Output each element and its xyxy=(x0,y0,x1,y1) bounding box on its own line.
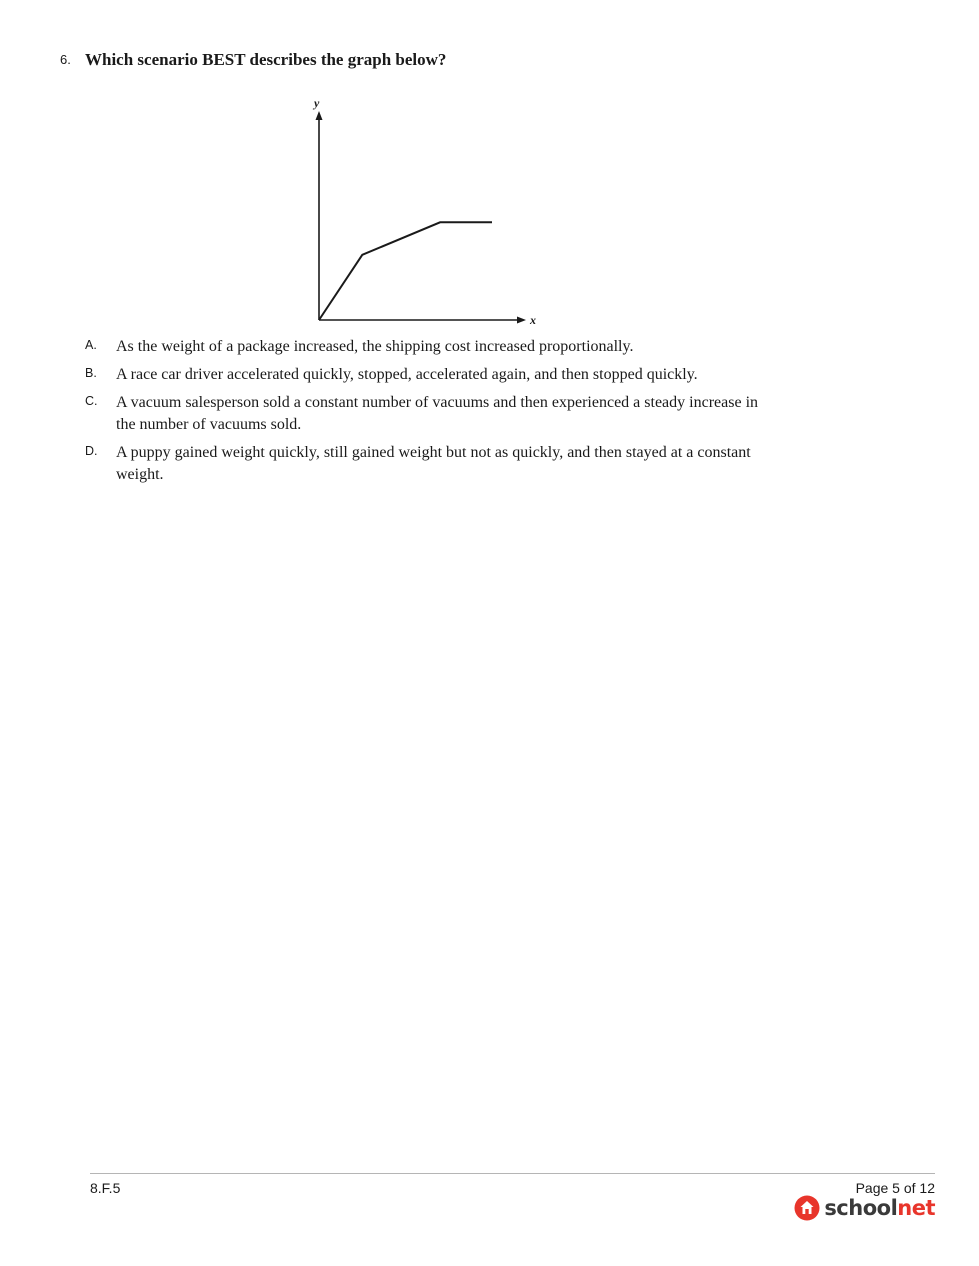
choice-c[interactable] xyxy=(85,392,765,436)
logo-text-net: net xyxy=(897,1196,935,1220)
choice-d[interactable] xyxy=(85,442,765,486)
schoolnet-logo xyxy=(794,1195,935,1221)
x-axis-label: x xyxy=(530,313,536,327)
choice-letter: A. xyxy=(85,338,97,352)
choice-a[interactable] xyxy=(85,336,765,358)
choice-letter: D. xyxy=(85,444,98,458)
x-axis-arrow xyxy=(517,317,526,324)
choice-text: A race car driver accelerated quickly, stopped, accelerated again, and then stopped quickly. xyxy=(116,366,698,383)
question-text: Which scenario BEST describes the graph below? xyxy=(85,50,447,69)
choice-text: A puppy gained weight quickly, still gained weight but not as quickly, and then stayed at a constant weight. xyxy=(116,444,751,483)
choice-text: A vacuum salesperson sold a constant number of vacuums and then experienced a steady increase in the number of vacuums sold. xyxy=(116,394,759,433)
question-number: 6. xyxy=(60,52,71,67)
choice-b[interactable] xyxy=(85,364,765,386)
series-line xyxy=(319,222,492,320)
page-number: Page 5 of 12 xyxy=(855,1180,935,1196)
choice-text: As the weight of a package increased, the shipping cost increased proportionally. xyxy=(116,338,634,355)
footer-divider xyxy=(90,1173,935,1174)
y-axis-label: y xyxy=(314,96,320,110)
y-axis-arrow xyxy=(316,111,323,120)
choice-letter: C. xyxy=(85,394,98,408)
choice-letter: B. xyxy=(85,366,97,380)
schoolnet-house-icon xyxy=(794,1195,820,1221)
answer-choices xyxy=(85,336,765,492)
logo-text-school: school xyxy=(824,1196,898,1220)
standard-code: 8.F.5 xyxy=(90,1180,121,1196)
graph xyxy=(300,92,545,332)
logo-wordmark xyxy=(824,1196,935,1220)
